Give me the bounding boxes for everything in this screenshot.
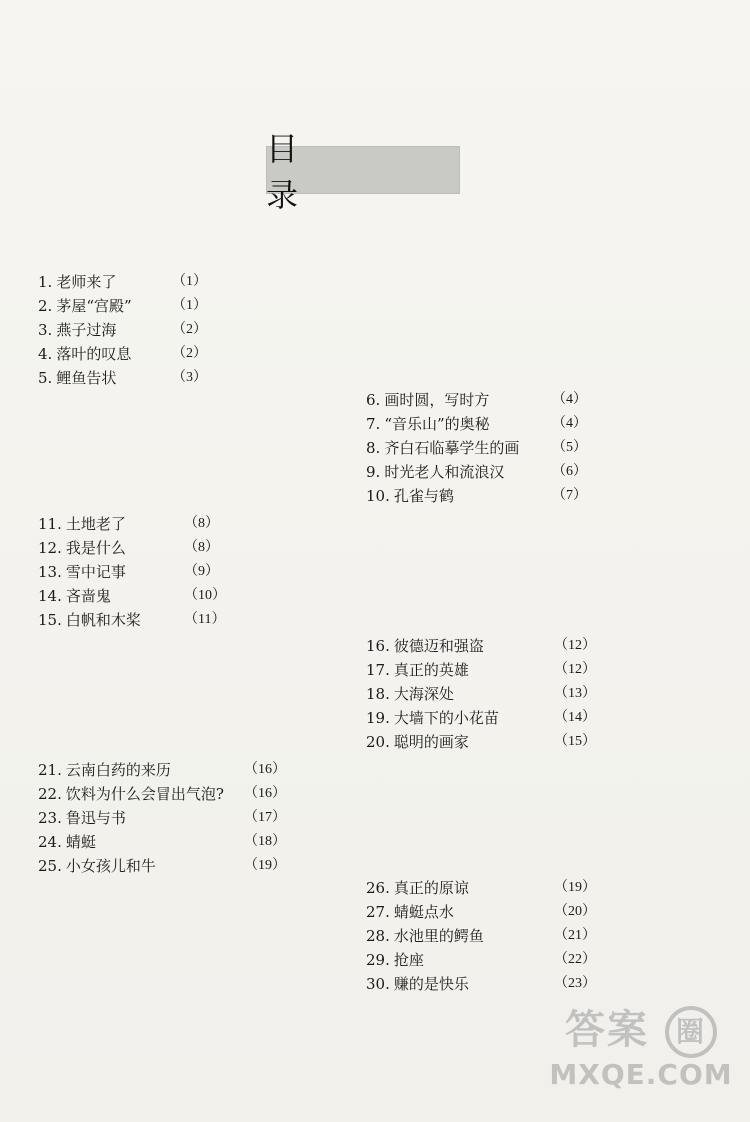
entry-page: （4） [552,416,587,431]
entry-number: 16. [366,637,390,655]
entry-title: 蜻蜓 [65,833,96,851]
entry-title: 真正的英雄 [393,661,469,679]
entry-title: 茅屋“宫殿” [56,297,132,315]
toc-entry[interactable] [366,924,596,948]
entry-page: （15） [554,734,596,749]
entry-number: 15. [38,611,62,629]
entry-title: 聪明的画家 [393,733,469,751]
toc-entry[interactable] [38,366,207,390]
entry-title: 落叶的叹息 [56,345,132,363]
toc-entry[interactable] [366,388,587,412]
entry-title: 水池里的鳄鱼 [393,927,484,945]
toc-entry[interactable] [38,608,226,632]
entry-page: （2） [172,346,207,361]
entry-number: 1. [38,273,53,291]
toc-group-4 [366,634,596,754]
entry-page: （14） [554,710,596,725]
entry-page: （3） [172,370,207,385]
entry-page: （11） [184,612,226,627]
entry-title: 老师来了 [56,273,117,291]
toc-entry[interactable] [366,658,596,682]
entry-title: 齐白石临摹学生的画 [384,439,520,457]
entry-number: 22. [38,785,62,803]
entry-page: （21） [554,928,596,943]
entry-number: 10. [366,487,390,505]
entry-page: （8） [184,516,219,531]
entry-title: 燕子过海 [56,321,117,339]
watermark-url: MXQE.COM [549,1058,733,1091]
entry-page: （19） [554,880,596,895]
entry-page: （16） [244,762,286,777]
entry-number: 13. [38,563,62,581]
toc-entry[interactable] [38,294,207,318]
entry-title: 白帆和木桨 [65,611,141,629]
toc-title: 目 录 [266,130,359,214]
entry-number: 18. [366,685,390,703]
entry-page: （16） [244,786,286,801]
toc-group-2 [366,388,587,508]
entry-number: 4. [38,345,53,363]
entry-number: 17. [366,661,390,679]
toc-entry[interactable] [366,972,596,996]
entry-page: （6） [552,464,587,479]
site-watermark [546,1002,736,1112]
toc-group-6 [366,876,596,996]
toc-entry[interactable] [366,436,587,460]
entry-number: 5. [38,369,53,387]
toc-entry[interactable] [38,560,219,584]
watermark-logo [546,1002,736,1058]
entry-title: “音乐山”的奥秘 [384,415,490,433]
entry-title: 雪中记事 [65,563,126,581]
entry-title: 孔雀与鹤 [393,487,454,505]
toc-entry[interactable] [38,782,286,806]
toc-entry[interactable] [366,876,596,900]
entry-title: 小女孩儿和牛 [65,857,156,875]
entry-number: 3. [38,321,53,339]
entry-page: （20） [554,904,596,919]
entry-page: （13） [554,686,596,701]
entry-title: 云南白药的来历 [65,761,171,779]
entry-number: 29. [366,951,390,969]
entry-number: 30. [366,975,390,993]
entry-title: 鲤鱼告状 [56,369,117,387]
toc-entry[interactable] [38,270,207,294]
entry-number: 6. [366,391,381,409]
watermark-badge: 圈 [665,1006,717,1058]
toc-title-box [266,130,460,214]
entry-page: （1） [172,298,207,313]
entry-title: 我是什么 [65,539,126,557]
toc-entry[interactable] [38,806,286,830]
toc-entry[interactable] [38,342,207,366]
entry-page: （18） [244,834,286,849]
entry-title: 画时圆，写时方 [384,391,490,409]
entry-title: 土地老了 [65,515,126,533]
entry-page: （19） [244,858,286,873]
entry-number: 11. [38,515,62,533]
entry-title: 大墙下的小花苗 [393,709,499,727]
toc-entry[interactable] [366,634,596,658]
entry-page: （8） [184,540,219,555]
toc-entry[interactable] [366,460,587,484]
entry-title: 饮料为什么会冒出气泡? [65,785,224,803]
entry-title: 蜻蜓点水 [393,903,454,921]
toc-entry[interactable] [38,318,207,342]
entry-page: （17） [244,810,286,825]
entry-title: 鲁迅与书 [65,809,126,827]
entry-number: 19. [366,709,390,727]
entry-number: 8. [366,439,381,457]
toc-entry[interactable] [366,948,596,972]
entry-number: 21. [38,761,62,779]
entry-page: （10） [184,588,226,603]
entry-title: 大海深处 [393,685,454,703]
entry-page: （7） [552,488,587,503]
entry-title: 抢座 [393,951,424,969]
entry-number: 2. [38,297,53,315]
entry-page: （4） [552,392,587,407]
toc-entry[interactable] [366,730,596,754]
toc-entry[interactable] [366,682,596,706]
toc-entry[interactable] [366,412,587,436]
entry-title: 赚的是快乐 [393,975,469,993]
entry-page: （5） [552,440,587,455]
entry-number: 14. [38,587,62,605]
entry-page: （23） [554,976,596,991]
entry-number: 25. [38,857,62,875]
toc-entry[interactable] [366,900,596,924]
toc-entry[interactable] [38,854,286,878]
watermark-text: 答案 [565,1007,650,1053]
entry-number: 27. [366,903,390,921]
toc-entry[interactable] [38,512,219,536]
entry-title: 时光老人和流浪汉 [384,463,505,481]
entry-number: 7. [366,415,381,433]
toc-entry[interactable] [366,706,596,730]
toc-entry[interactable] [38,830,286,854]
toc-entry[interactable] [38,536,219,560]
toc-group-5 [38,758,286,878]
entry-title: 真正的原谅 [393,879,469,897]
entry-number: 12. [38,539,62,557]
toc-entry[interactable] [38,584,226,608]
entry-number: 23. [38,809,62,827]
entry-number: 9. [366,463,381,481]
entry-page: （12） [554,638,596,653]
entry-number: 28. [366,927,390,945]
entry-title: 彼德迈和强盗 [393,637,484,655]
toc-entry[interactable] [38,758,286,782]
entry-title: 吝啬鬼 [65,587,111,605]
entry-page: （9） [184,564,219,579]
entry-number: 20. [366,733,390,751]
toc-entry[interactable] [366,484,587,508]
toc-group-1 [38,270,207,390]
entry-page: （2） [172,322,207,337]
toc-group-3 [38,512,226,632]
entry-page: （1） [172,274,207,289]
entry-page: （22） [554,952,596,967]
entry-number: 26. [366,879,390,897]
entry-page: （12） [554,662,596,677]
entry-number: 24. [38,833,62,851]
